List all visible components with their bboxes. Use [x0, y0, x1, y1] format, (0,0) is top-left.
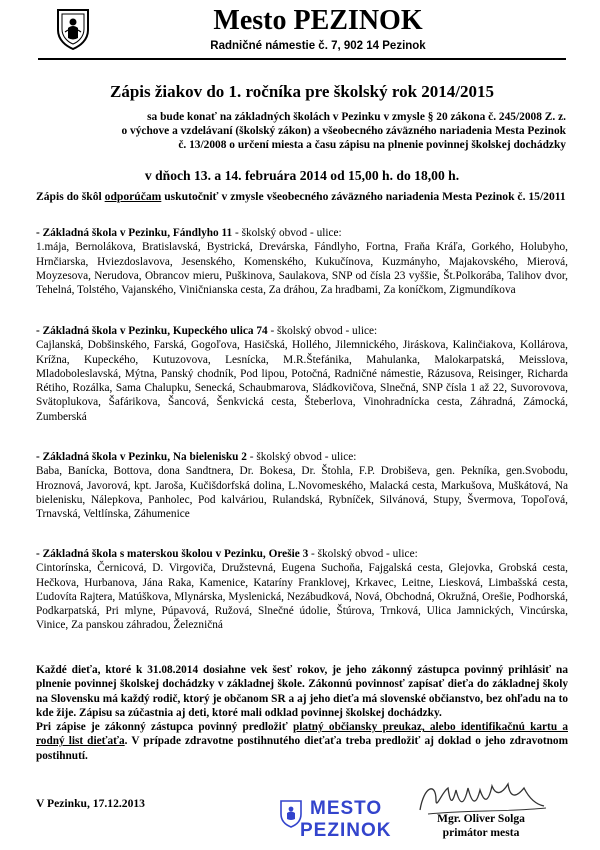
school-suffix: - školský obvod - ulice: — [232, 227, 342, 239]
school-section — [36, 324, 568, 424]
stamp-line: PEZINOK — [300, 820, 392, 841]
city-crest-icon — [56, 8, 90, 50]
school-streets: Baba, Banícka, Bottova, dona Sandtnera, Dr. Bokesa, Dr. Štohla, F.P. Drobiševa, gen. Pekníka, gen.Svobodu, Hroznová, Javorová, kpt. Jaroša, Kučišdorfská dolina, L.Novomeského, Malacká cesta, Markušova, Muškátová, Na bielenisku, Nálepkova, Panholec, Pod kalváriou, Rulandská, Rybníček, Silvánová, Stupy, Švermova, Topoľová, Trnavská, Veltlínska, Záhumenice — [36, 465, 568, 521]
school-streets: Cajlanská, Dobšinského, Farská, Gogoľova, Hasičská, Hollého, Jilemnického, Jiráskova, Kalinčiakova, Kollárova, Krížna, Kupeckého, Kutuzovova, Lesnícka, M.R.Štefánika, Mahulanka, Malokarpatská, Meisslova, Mladoboleslavská, Mýtna, Panský chodník, Pod lipou, Potočná, Radničné námestie, Rázusova, Reisinger, Richarda Rétiho, Rozálka, Sama Chalupku, Senecká, Schaubmarova, Sládkovičova, Slnečná, SNP čísla 1 až 22, Suvorovova, Svätoplukova, Šafárikova, Šancová, Šenkvická cesta, Šteberlova, Vinohradnícka cesta, Záhradná, Zámocká, Zumberská — [36, 339, 568, 423]
school-section — [36, 450, 568, 521]
intro-line: č. 13/2008 o určení miesta a času zápisu na plnenie povinnej školskej dochádzky — [178, 139, 566, 152]
school-streets: 1.mája, Bernolákova, Bratislavská, Bystrická, Drevárska, Fándlyho, Fortna, Fraňa Kráľa, Gorkého, Holubyho, Hrnčiarska, Hviezdoslavova, Jesenského, Komenského, Kukučínova, Kuzmányho, Majakovského, Mierová, Moyzesova, Nerudova, Obrancov mieru, Puškinova, Saulakova, SNP od čísla 23 vyššie, Št.Polkorába, Talihov dvor, Tehelná, Tolstého, Vajanského, Viničnianska cesta, Za dráhou, Za hradbami, Za koníčkom, Zigmundíkova — [36, 241, 568, 297]
notice-paragraph: Každé dieťa, ktoré k 31.08.2014 dosiahne vek šesť rokov, je jeho zákonný zástupca povinný prihlásiť na plnenie povinnej školskej dochádzky v základnej škole. Zákonnú povinnosť zapísať dieťa do základnej školy na Slovensku má každý rodič, ktorý je občanom SR a aj jeho dieťa má slovenské občianstvo, bez ohľadu na to kde žije. Zápisu sa zúčastnia aj deti, ktoré mali odklad povinnej školskej dochádzky. — [36, 664, 568, 719]
intro-line: sa bude konať na základných školách v Pezinku v zmysle § 20 zákona č. 245/2008 Z. z. — [147, 111, 566, 123]
school-suffix: - školský obvod - ulice: — [308, 548, 418, 560]
enrollment-dates: v dňoch 13. a 14. februára 2014 od 15,00 h. do 18,00 h. — [144, 168, 460, 183]
intro-paragraph — [38, 110, 566, 153]
recommend-text: Zápis do škôl — [36, 190, 105, 203]
school-name: - Základná škola v Pezinku, Kupeckého ulica 74 — [36, 325, 268, 337]
recommend-underlined: odporúčam — [104, 190, 162, 203]
header-title: Mesto PEZINOK — [213, 5, 423, 36]
notice-underlined: platný občiansky preukaz, alebo identifikačnú kartu a rodný list dieťaťa — [36, 721, 568, 748]
school-name: - Základná škola s materskou školou v Pezinku, Orešie 3 — [36, 548, 309, 560]
header-divider — [38, 58, 566, 60]
stamp-line: MESTO — [310, 798, 383, 819]
notice-text: . V prípade zdravotne postihnutého dieťaťa treba predložiť aj doklad o jeho zdravotnom postihnutí. — [36, 735, 568, 762]
school-name: - Základná škola v Pezinku, Na bielenisku 2 — [36, 451, 247, 463]
school-section — [36, 547, 568, 633]
recommendation-paragraph — [36, 190, 566, 204]
school-suffix: - školský obvod - ulice: — [246, 451, 357, 463]
school-streets: Cintorínska, Černicová, D. Virgoviča, Družstevná, Eugena Suchoňa, Fajgalská cesta, Glejovka, Grobská cesta, Hečkova, Hurbanova, Jána Raka, Kamenice, Kataríny Franklovej, Krkavec, Leitne, Liesková, Limbašská cesta, Ľudovíta Rajtera, Matúškova, Mlynárska, Myslenická, Nezábudková, Nová, Obchodná, Okružná, Orešie, Podhorská, Podkarpatská, Pri mlyne, Púpavová, Ružová, Slnečné údolie, Štúrova, Trnková, Ulica Jamnických, Vincúrska, Vinice, Za panskou záhradou, Železničná — [36, 562, 568, 632]
signer-block — [406, 812, 556, 840]
notice-text: Pri zápise je zákonný zástupca povinný predložiť — [36, 721, 293, 734]
document-title: Zápis žiakov do 1. ročníka pre školský rok 2014/2015 — [110, 82, 494, 101]
header-address: Radničné námestie č. 7, 902 14 Pezinok — [210, 40, 426, 52]
signer-title: primátor mesta — [442, 826, 520, 839]
notice-paragraph — [36, 720, 568, 763]
notice-section — [36, 663, 568, 763]
school-name: - Základná škola v Pezinku, Fándlyho 11 — [36, 227, 233, 239]
signer-name: Mgr. Oliver Solga — [437, 812, 525, 825]
recommend-text: uskutočniť v zmysle všeobecného záväzného nariadenia Mesta Pezinok č. 15/2011 — [161, 190, 566, 203]
school-suffix: - školský obvod - ulice: — [267, 325, 378, 337]
place-date: V Pezinku, 17.12.2013 — [36, 797, 145, 810]
intro-line: o výchove a vzdelávaní (školský zákon) a všeobecného záväzného nariadenia Mesta Pezinok — [121, 125, 566, 138]
city-stamp — [298, 798, 390, 842]
school-section — [36, 226, 568, 297]
